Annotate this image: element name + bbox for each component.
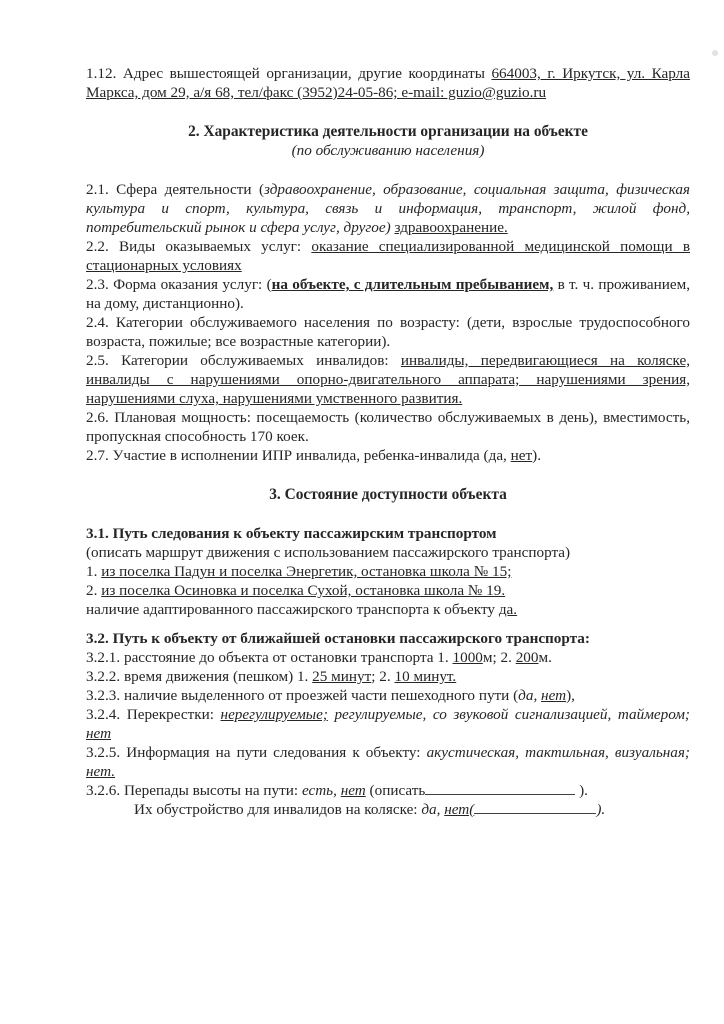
- answer: нет: [86, 725, 112, 742]
- option: есть,: [301, 782, 341, 799]
- item-3-2-2: [86, 667, 690, 686]
- answer: здравоохранение.: [394, 219, 508, 236]
- options: здравоохранение, образование, социальная защита, физическая культура и спорт, культура, связь и информация, транспорт, жилой фонд, потребительский рынок и сфера услуг, другое): [86, 181, 690, 236]
- item-3-1-title: 3.1. Путь следования к объекту пассажирским транспортом: [86, 525, 497, 542]
- answer: из поселка Падун и поселка Энергетик, остановка школа № 15;: [101, 563, 512, 580]
- answer: оказание специализированной медицинской помощи в стационарных условиях: [86, 238, 690, 274]
- text: ),: [566, 687, 575, 704]
- answer: из поселка Осиновка и поселка Сухой, остановка школа № 19.: [101, 582, 506, 599]
- answer: нерегулируемые;: [220, 706, 328, 723]
- item-3-2-3: [86, 686, 690, 705]
- text: ; 2.: [371, 668, 395, 685]
- text: м; 2.: [482, 649, 516, 666]
- margin-mark: [712, 50, 718, 56]
- text: 3.2.2. время движения (пешком) 1.: [86, 668, 313, 685]
- text: ).: [532, 447, 542, 464]
- item-3-2-6: [86, 781, 690, 800]
- answer: нет(: [444, 801, 475, 818]
- text: 3.2.4. Перекрестки:: [86, 706, 221, 723]
- text: 3.2.1. расстояние до объекта от остановки транспорта 1.: [86, 649, 453, 666]
- item-3-2-5: [86, 743, 690, 781]
- text: ).: [575, 782, 588, 799]
- answer: нет: [541, 687, 567, 704]
- postal-address: 664003, г. Иркутск,: [491, 65, 621, 82]
- wheelchair-arrangement: [86, 800, 690, 819]
- route-2: [86, 581, 690, 600]
- item-3-2-title: 3.2. Путь к объекту от ближайшей остановки пассажирского транспорта:: [86, 630, 590, 647]
- item-3-2-4: [86, 705, 690, 743]
- section-2-subtitle: (по обслуживанию населения): [291, 142, 485, 159]
- answer: нет: [510, 447, 533, 464]
- text: в т. ч. проживанием, на дому, дистанционно).: [86, 276, 691, 312]
- text: 2.1. Сфера деятельности (: [86, 181, 265, 198]
- option: да,: [421, 801, 445, 818]
- text: 2.7. Участие в исполнении ИПР инвалида, ребенка-инвалида (да,: [86, 447, 511, 464]
- adapted-transport: [86, 600, 690, 619]
- item-1-12: [86, 64, 690, 102]
- answer: 10 минут.: [394, 668, 457, 685]
- text: Их обустройство для инвалидов на коляске:: [134, 801, 422, 818]
- item-3-1-desc: (описать маршрут движения с использованием пассажирского транспорта): [86, 544, 571, 561]
- section-2-title: 2. Характеристика деятельности организации на объекте: [188, 123, 588, 140]
- answer: нет: [340, 782, 366, 799]
- item-2-1: [86, 180, 690, 237]
- text: 3.2.3. наличие выделенного от проезжей части пешеходного пути (: [86, 687, 519, 704]
- item-2-2: [86, 237, 690, 275]
- text: 2.: [86, 582, 102, 599]
- answer: нет.: [86, 763, 116, 780]
- item-2-4: 2.4. Категории обслуживаемого населения по возрасту: (дети, взрослые трудоспособного возраста, пожилые; все возрастные категории).: [86, 314, 690, 350]
- text: ).: [596, 801, 606, 818]
- item-2-3: [86, 275, 690, 313]
- option: да,: [518, 687, 542, 704]
- text: наличие адаптированного пассажирского транспорта к объекту: [86, 601, 499, 618]
- answer: да.: [498, 601, 518, 618]
- section-3-title: 3. Состояние доступности объекта: [269, 486, 507, 503]
- item-3-2-1: [86, 648, 690, 667]
- answer: 1000: [452, 649, 483, 666]
- route-1: [86, 562, 690, 581]
- text: 2.3. Форма оказания услуг: (: [86, 276, 272, 293]
- text: 3.2.6. Перепады высоты на пути:: [86, 782, 302, 799]
- answer: 25 минут: [312, 668, 372, 685]
- text: 3.2.5. Информация на пути следования к объекту:: [86, 744, 427, 761]
- text: (описать: [365, 782, 426, 799]
- item-2-6: 2.6. Плановая мощность: посещаемость (количество обслуживаемых в день), вместимость, пропускная способность 170 коек.: [86, 409, 690, 445]
- contact-details: ул. Карла Маркса, дом 29, а/я 68, тел/факс (3952)24-05-86; e-mail: guzio@guzio.ru: [86, 65, 691, 101]
- blank-line: [474, 801, 596, 814]
- options: регулируемые, со звуковой сигнализацией, таймером;: [327, 706, 690, 723]
- text: м.: [538, 649, 552, 666]
- text: 1.12. Адрес вышестоящей организации, другие координаты: [86, 65, 492, 82]
- item-2-7: [86, 446, 690, 465]
- text: 2.5. Категории обслуживаемых инвалидов:: [86, 352, 401, 369]
- answer: на объекте, с длительным пребыванием,: [271, 276, 554, 293]
- answer: инвалиды, передвигающиеся на коляске, инвалиды с нарушениями опорно-двигательного аппарата; нарушениями зрения, нарушениями слуха, нарушениями умственного развития.: [86, 352, 690, 407]
- text: 2.2. Виды оказываемых услуг:: [86, 238, 312, 255]
- text: 1.: [86, 563, 102, 580]
- blank-line: [425, 782, 575, 795]
- options: акустическая, тактильная, визуальная;: [426, 744, 690, 761]
- item-2-5: [86, 351, 690, 408]
- answer: 200: [515, 649, 539, 666]
